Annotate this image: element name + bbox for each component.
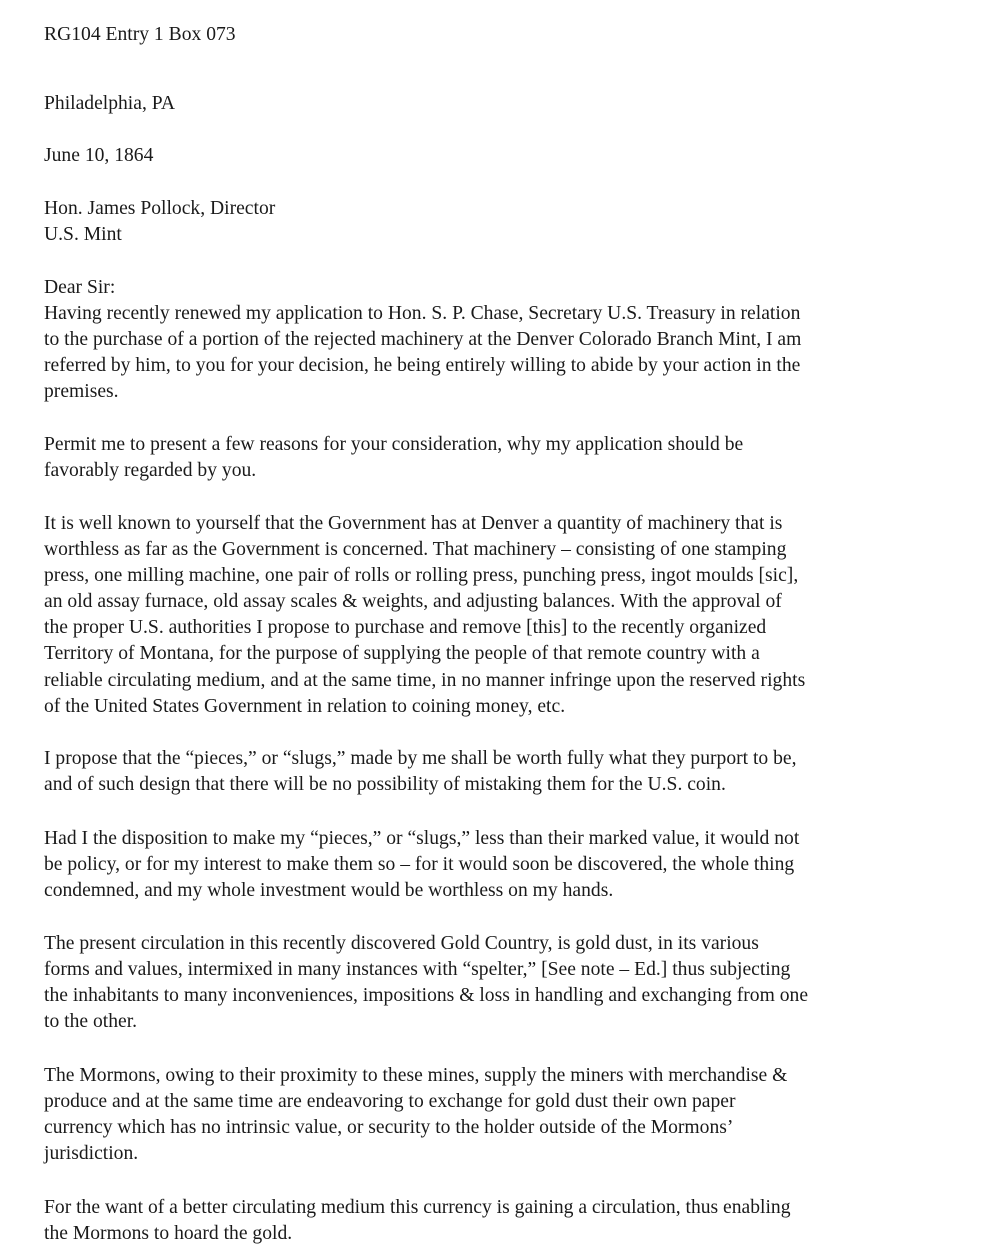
addressee-line: Hon. James Pollock, Director [44,198,276,219]
paragraph-line: It is well known to yourself that the Government has at Denver a quantity of machinery that is [44,513,783,534]
letter-place-text: Philadelphia, PA [44,93,175,114]
paragraph-3 [44,511,944,720]
paragraph-7 [44,1063,944,1167]
paragraph-line: Territory of Montana, for the purpose of supplying the people of that remote country with a [44,643,760,665]
letter-date-text: June 10, 1864 [44,145,154,166]
paragraph-line: The Mormons, owing to their proximity to these mines, supply the miners with merchandise & [44,1065,788,1086]
paragraph-6 [44,931,944,1035]
paragraph-line: currency which has no intrinsic value, or security to the holder outside of the Mormons’ [44,1117,734,1139]
paragraph-8 [44,1195,944,1247]
paragraph-line: referred by him, to you for your decision, he being entirely willing to abide by your action in the [44,355,801,377]
paragraph-line: The present circulation in this recently discovered Gold Country, is gold dust, in its various [44,933,759,954]
salutation-and-opening [44,275,944,405]
addressee-line: U.S. Mint [44,224,122,246]
salutation: Dear Sir: [44,277,116,298]
paragraph-line: to the other. [44,1011,138,1033]
paragraph-line: favorably regarded by you. [44,460,257,482]
paragraph-line: worthless as far as the Government is concerned. That machinery – consisting of one stamping [44,539,787,561]
paragraph-line: Permit me to present a few reasons for your consideration, why my application should be [44,434,744,455]
paragraph-2 [44,432,944,484]
paragraph-line: reliable circulating medium, and at the same time, in no manner infringe upon the reserved rights [44,669,806,691]
paragraph-line: forms and values, intermixed in many instances with “spelter,” [See note – Ed.] thus subjecting [44,959,791,981]
paragraph-line: condemned, and my whole investment would be worthless on my hands. [44,880,614,902]
archive-reference [44,22,944,48]
letter-place [44,91,944,117]
letter-date [44,143,944,169]
paragraph-line: an old assay furnace, old assay scales & weights, and adjusting balances. With the approval of [44,591,782,613]
paragraph-line: of the United States Government in relation to coining money, etc. [44,695,566,717]
paragraph-line: produce and at the same time are endeavoring to exchange for gold dust their own paper [44,1091,736,1113]
addressee-block [44,196,944,248]
paragraph-5 [44,826,944,904]
paragraph-line: For the want of a better circulating medium this currency is gaining a circulation, thus enabling [44,1197,791,1218]
paragraph-line: be policy, or for my interest to make them so – for it would soon be discovered, the whole thing [44,854,795,876]
paragraph-line: the Mormons to hoard the gold. [44,1223,293,1245]
paragraph-line: to the purchase of a portion of the rejected machinery at the Denver Colorado Branch Mint, I am [44,329,802,351]
paragraph-line: jurisdiction. [44,1143,139,1165]
paragraph-line: and of such design that there will be no possibility of mistaking them for the U.S. coin. [44,774,726,796]
archive-reference-text: RG104 Entry 1 Box 073 [44,24,236,45]
paragraph-line: premises. [44,381,119,403]
paragraph-line: Had I the disposition to make my “pieces,” or “slugs,” less than their marked value, it would not [44,828,800,849]
paragraph-line: the proper U.S. authorities I propose to purchase and remove [this] to the recently organized [44,617,767,639]
paragraph-line: I propose that the “pieces,” or “slugs,” made by me shall be worth fully what they purport to be, [44,748,797,769]
paragraph-4 [44,746,944,798]
paragraph-line: Having recently renewed my application to Hon. S. P. Chase, Secretary U.S. Treasury in relation [44,303,801,325]
paragraph-line: press, one milling machine, one pair of rolls or rolling press, punching press, ingot moulds [sic], [44,565,799,587]
paragraph-line: the inhabitants to many inconveniences, impositions & loss in handling and exchanging from one [44,985,809,1007]
